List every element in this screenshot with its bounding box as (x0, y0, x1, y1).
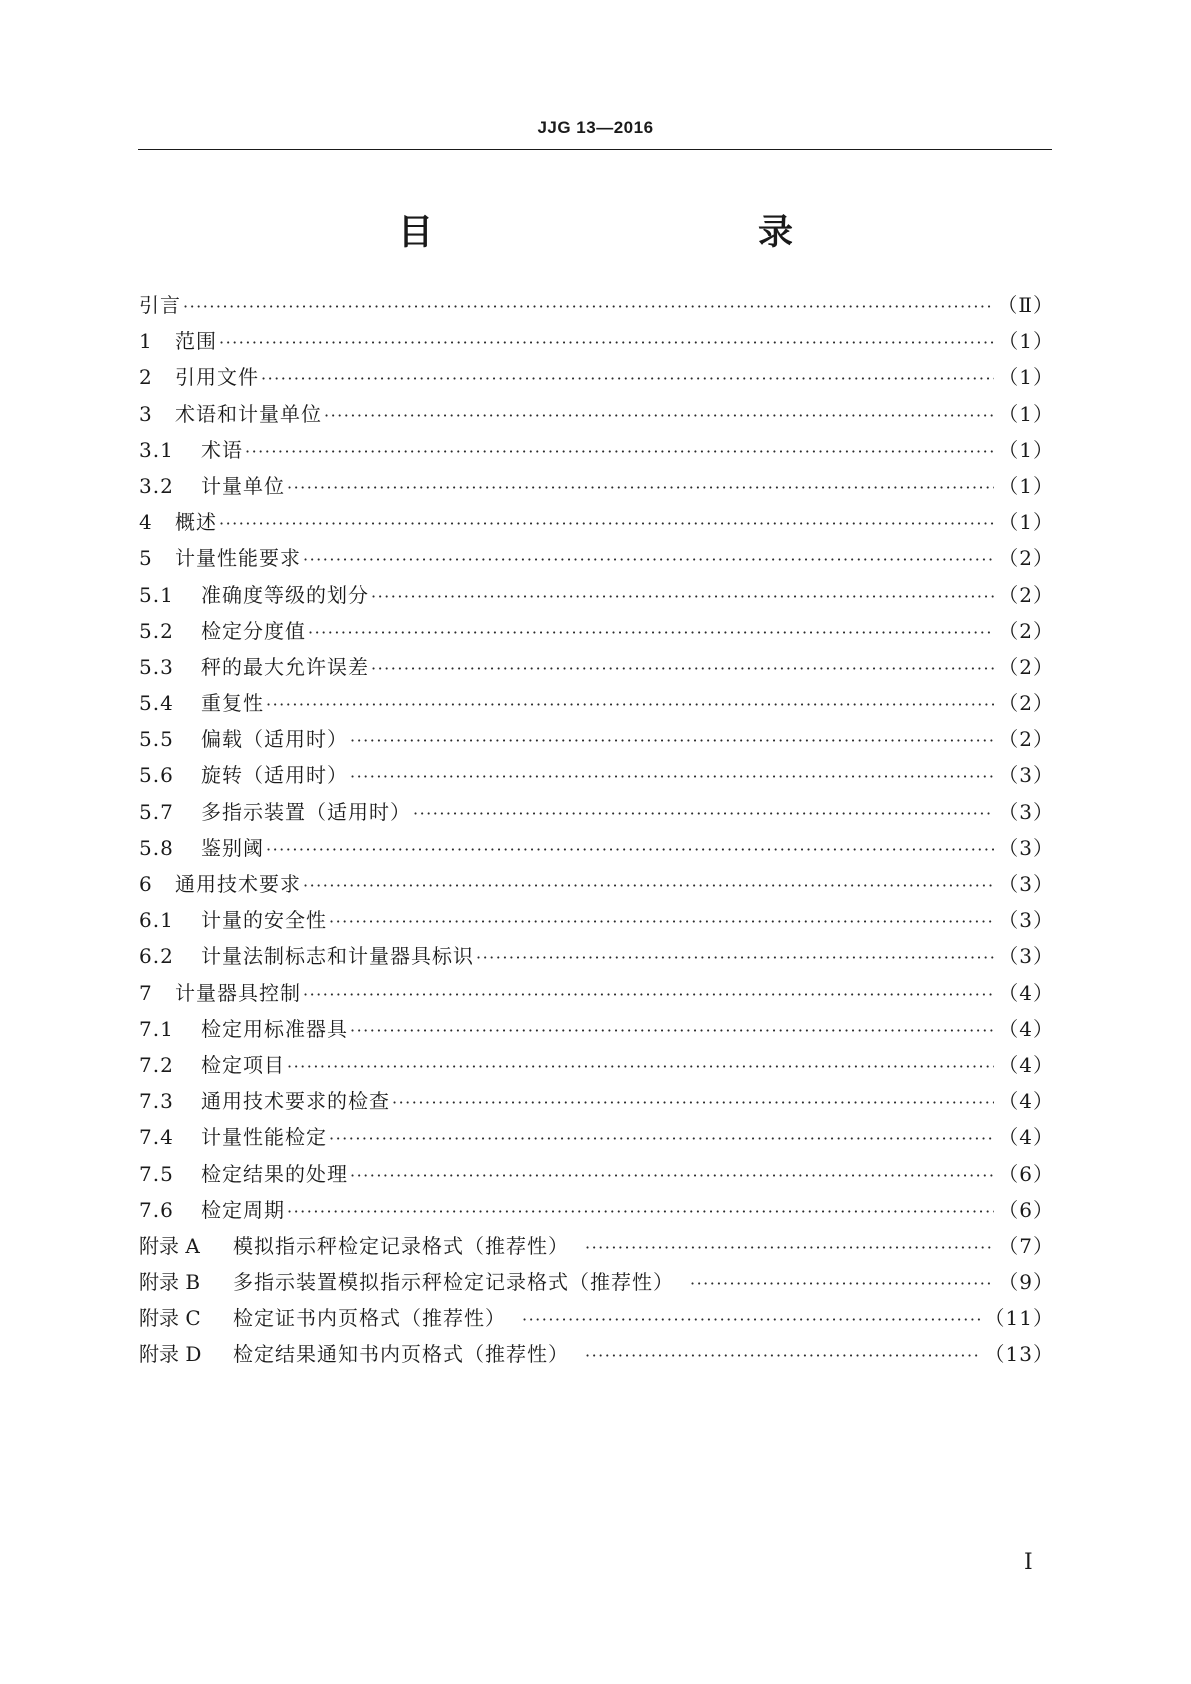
toc-dot-leader (261, 361, 994, 397)
toc-dot-leader (266, 687, 994, 723)
toc-entry-number: 3.2 (139, 473, 174, 498)
toc-dot-leader (308, 615, 994, 651)
toc-entry-label: 偏载（适用时） (201, 727, 348, 752)
toc-entry[interactable] (139, 287, 1054, 323)
toc-dot-leader (287, 470, 994, 506)
toc-entry-page: （2） (998, 654, 1054, 679)
toc-entry-label: 检定证书内页格式（推荐性） (233, 1306, 506, 1331)
toc-entry[interactable] (139, 794, 1054, 830)
toc-entry[interactable] (139, 975, 1054, 1011)
toc-entry-label: 概述 (175, 510, 217, 535)
toc-entry-number: 5.7 (139, 799, 174, 824)
toc-entry-number: 3.1 (139, 437, 174, 462)
toc-entry-label: 鉴别阈 (201, 835, 264, 860)
toc-entry-label: 检定结果通知书内页格式（推荐性） (233, 1342, 569, 1367)
toc-entry[interactable] (139, 938, 1054, 974)
toc-dot-leader (219, 506, 994, 542)
toc-entry-number: 7.1 (139, 1016, 174, 1041)
toc-entry-page: （4） (998, 1052, 1054, 1077)
toc-entry-number: 5.8 (139, 835, 174, 860)
toc-entry-page: （Ⅱ） (997, 293, 1054, 317)
toc-entry-number: 5.3 (139, 654, 174, 679)
toc-dot-leader (183, 289, 993, 325)
toc-entry-number: 5.2 (139, 618, 174, 643)
toc-entry-number: 6 (139, 872, 152, 896)
toc-entry-label: 计量性能检定 (201, 1125, 327, 1150)
toc-entry-label: 旋转（适用时） (201, 763, 348, 788)
toc-entry-label: 检定分度值 (201, 618, 306, 643)
toc-entry-number: 5.6 (139, 763, 174, 788)
toc-entry-number: 5.1 (139, 582, 174, 607)
toc-entry-number: 7.6 (139, 1197, 174, 1222)
toc-entry[interactable] (139, 1192, 1054, 1228)
toc-dot-leader (303, 868, 994, 904)
toc-entry[interactable] (139, 866, 1054, 902)
toc-entry-page: （1） (998, 329, 1054, 354)
page-number: Ⅰ (1024, 1550, 1033, 1575)
toc-entry[interactable] (139, 1047, 1054, 1083)
toc-entry[interactable] (139, 685, 1054, 721)
toc-entry-page: （11） (984, 1306, 1054, 1331)
toc-entry-page: （3） (998, 835, 1054, 860)
toc-entry-label: 检定用标准器具 (201, 1016, 348, 1041)
toc-dot-leader (585, 1230, 994, 1266)
toc-dot-leader (350, 1013, 994, 1049)
toc-entry-number: 3 (139, 401, 152, 426)
toc-entry[interactable] (139, 1228, 1054, 1264)
toc-entry-label: 范围 (175, 329, 217, 354)
toc-entry[interactable] (139, 359, 1054, 395)
toc-dot-leader (329, 904, 994, 940)
toc-entry-page: （13） (984, 1342, 1054, 1367)
toc-dot-leader (219, 325, 994, 361)
toc-entry-page: （4） (998, 1125, 1054, 1150)
toc-entry[interactable] (139, 323, 1054, 359)
toc-entry[interactable] (139, 396, 1054, 432)
toc-entry[interactable] (139, 432, 1054, 468)
toc-entry-number: 7.5 (139, 1161, 174, 1186)
toc-entry-label: 引用文件 (175, 365, 259, 390)
toc-entry[interactable] (139, 1156, 1054, 1192)
toc-entry-label: 术语和计量单位 (175, 401, 322, 426)
toc-entry-number: 附录 C (139, 1306, 201, 1331)
toc-dot-leader (329, 1121, 994, 1157)
toc-entry-label: 模拟指示秤检定记录格式（推荐性） (233, 1233, 569, 1258)
toc-dot-leader (522, 1302, 981, 1338)
toc-entry[interactable] (139, 1300, 1054, 1336)
toc-entry-label: 多指示装置模拟指示秤检定记录格式（推荐性） (233, 1270, 674, 1295)
toc-entry-number: 7.3 (139, 1089, 174, 1114)
toc-entry-page: （1） (998, 473, 1054, 498)
toc-entry-page: （3） (998, 799, 1054, 824)
toc-dot-leader (350, 759, 994, 795)
toc-entry-page: （4） (998, 980, 1054, 1005)
toc-entry-number: 5.4 (139, 691, 174, 716)
toc-entry[interactable] (139, 1119, 1054, 1155)
toc-entry-page: （2） (998, 618, 1054, 643)
toc-entry-page: （3） (998, 944, 1054, 969)
toc-entry-page: （4） (998, 1089, 1054, 1114)
toc-dot-leader (690, 1266, 994, 1302)
toc-entry[interactable] (139, 721, 1054, 757)
toc-dot-leader (585, 1338, 981, 1374)
toc-entry-label: 计量性能要求 (175, 546, 301, 571)
table-of-contents (139, 287, 1054, 1373)
toc-entry-number: 5.5 (139, 727, 174, 752)
toc-entry-label: 计量单位 (201, 473, 285, 498)
toc-entry-label: 秤的最大允许误差 (201, 654, 369, 679)
toc-entry-page: （1） (998, 437, 1054, 462)
toc-entry[interactable] (139, 1083, 1054, 1119)
toc-entry-number: 7 (139, 980, 152, 1005)
toc-entry[interactable] (139, 504, 1054, 540)
toc-entry[interactable] (139, 1011, 1054, 1047)
toc-dot-leader (476, 940, 994, 976)
header-divider (138, 149, 1052, 150)
toc-entry-page: （1） (998, 365, 1054, 390)
toc-entry-label: 术语 (201, 437, 243, 462)
toc-entry-page: （2） (998, 727, 1054, 752)
toc-entry-page: （4） (998, 1016, 1054, 1041)
toc-entry-number: 6.1 (139, 908, 174, 933)
toc-dot-leader (371, 651, 994, 687)
toc-entry-number: 附录 A (139, 1233, 200, 1258)
toc-entry-page: （2） (998, 546, 1054, 571)
toc-entry[interactable] (139, 577, 1054, 613)
toc-entry-page: （1） (998, 510, 1054, 535)
toc-entry[interactable] (139, 757, 1054, 793)
toc-entry[interactable] (139, 830, 1054, 866)
toc-entry-page: （6） (998, 1197, 1054, 1222)
toc-entry-page: （3） (998, 908, 1054, 933)
toc-entry-number: 附录 D (139, 1342, 202, 1367)
toc-entry-number: 5 (139, 546, 152, 571)
toc-entry-page: （1） (998, 401, 1054, 426)
toc-entry-number: 附录 B (139, 1270, 201, 1295)
toc-entry-label: 通用技术要求 (175, 872, 301, 896)
toc-dot-leader (245, 434, 994, 470)
toc-entry-label: 检定结果的处理 (201, 1161, 348, 1186)
toc-dot-leader (392, 1085, 994, 1121)
toc-entry-page: （6） (998, 1161, 1054, 1186)
toc-entry-number: 7.4 (139, 1125, 174, 1150)
toc-entry-page: （9） (998, 1270, 1054, 1295)
toc-dot-leader (287, 1049, 994, 1085)
toc-entry-number: 2 (139, 365, 152, 390)
toc-entry-label: 通用技术要求的检查 (201, 1089, 390, 1114)
toc-entry-label: 引言 (139, 293, 181, 317)
toc-dot-leader (350, 1158, 994, 1194)
toc-dot-leader (350, 723, 994, 759)
toc-dot-leader (371, 579, 994, 615)
toc-entry[interactable] (139, 468, 1054, 504)
toc-entry[interactable] (139, 540, 1054, 576)
standard-code: JJG 13—2016 (537, 118, 654, 137)
toc-entry-label: 计量器具控制 (175, 980, 301, 1005)
toc-entry-page: （3） (998, 872, 1054, 896)
toc-dot-leader (303, 977, 994, 1013)
toc-entry-number: 6.2 (139, 944, 174, 969)
toc-entry-number: 4 (139, 510, 152, 535)
toc-entry-label: 多指示装置（适用时） (201, 799, 411, 824)
toc-entry[interactable] (139, 902, 1054, 938)
toc-dot-leader (324, 398, 994, 434)
toc-entry-label: 准确度等级的划分 (201, 582, 369, 607)
toc-entry-page: （2） (998, 582, 1054, 607)
toc-entry[interactable] (139, 649, 1054, 685)
toc-entry-number: 7.2 (139, 1052, 174, 1077)
toc-entry[interactable] (139, 613, 1054, 649)
toc-dot-leader (303, 542, 994, 578)
toc-dot-leader (287, 1194, 994, 1230)
toc-dot-leader (413, 796, 994, 832)
toc-entry-label: 计量的安全性 (201, 908, 327, 933)
toc-entry[interactable] (139, 1336, 1054, 1372)
toc-entry-label: 重复性 (201, 691, 264, 716)
toc-entry-page: （3） (998, 763, 1054, 788)
toc-entry-label: 计量法制标志和计量器具标识 (201, 944, 474, 969)
toc-entry-label: 检定项目 (201, 1052, 285, 1077)
toc-entry[interactable] (139, 1264, 1054, 1300)
toc-title: 目 录 (397, 213, 878, 253)
toc-entry-page: （7） (998, 1233, 1054, 1258)
toc-entry-page: （2） (998, 691, 1054, 716)
toc-dot-leader (266, 832, 994, 868)
toc-entry-number: 1 (139, 329, 152, 354)
toc-entry-label: 检定周期 (201, 1197, 285, 1222)
